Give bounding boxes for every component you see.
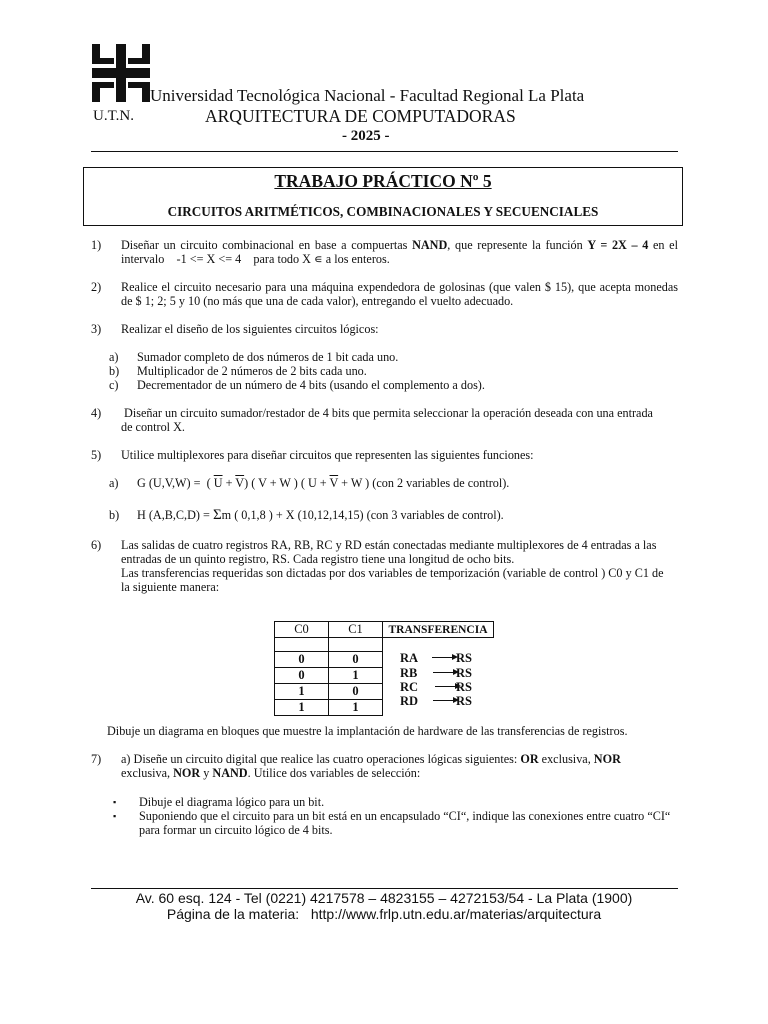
question-3-item-b: b) Multiplicador de 2 números de 2 bits cada uno. [109, 364, 367, 378]
question-5-item-b: b) H (A,B,C,D) = Σm ( 0,1,8 ) + X (10,12,14,15) (con 3 variables de control). [109, 507, 504, 523]
question-5: 5) Utilice multiplexores para diseñar circuitos que representen las siguientes funciones: [91, 448, 534, 462]
footer-divider [91, 888, 678, 889]
table-row: 0 1 [275, 668, 494, 684]
transfer-rd: RD RS [400, 694, 472, 708]
practice-subtitle: CIRCUITOS ARITMÉTICOS, COMBINACIONALES Y SECUENCIALES [167, 204, 599, 219]
sigma-symbol: Σ [212, 507, 222, 523]
arrow-icon [433, 672, 457, 673]
header-divider [91, 151, 678, 152]
complement-u: $\overline{U}$ [213, 476, 223, 490]
header-transfer: TRANSFERENCIA [383, 622, 494, 638]
title-box [83, 167, 683, 226]
question-3-item-c: c) Decrementador de un número de 4 bits (usando el complemento a dos). [109, 378, 485, 392]
question-6: 6) Las salidas de cuatro registros RA, RB, RC y RD están conectadas mediante multiplexores de 4 entradas a las entradas de un quinto registro, RS. Cada registro tiene una longitud de ocho bits. Las transferencias requeridas son dictadas por dos variables de temporización (variable de control ) C0 y C1 de la siguiente manera: [91, 538, 664, 594]
header-c1: C1 [329, 622, 383, 638]
question-3: 3) Realizar el diseño de los siguientes circuitos lógicos: [91, 322, 379, 336]
utn-logo [92, 44, 150, 102]
transfer-ra: RA RS [400, 651, 472, 665]
arrow-icon [433, 700, 457, 701]
header-c0: C0 [275, 622, 329, 638]
transfer-rb: RB RS [400, 666, 472, 680]
table-row: 1 1 [275, 700, 494, 716]
year: - 2025 - [342, 128, 390, 144]
table-row: 1 0 [275, 684, 494, 700]
question-6-instruction: Dibuje un diagrama en bloques que muestre la implantación de hardware de las transferencias de registros. [107, 724, 628, 738]
question-4: 4) Diseñar un circuito sumador/restador de 4 bits que permita seleccionar la operación deseada con una entrada de control X. [91, 406, 657, 434]
complement-v: $\overline{V}$ [329, 476, 339, 490]
question-3-item-a: a) Sumador completo de dos números de 1 bit cada uno. [109, 350, 399, 364]
bullet-icon: ▪ [113, 797, 117, 807]
arrow-icon [432, 657, 456, 658]
transfer-rc: RC RS [400, 680, 472, 694]
question-5-item-a: a) G (U,V,W) = ( $\overline{U} + \overline{V}$) ( V + W ) ( $U + \overline{V} + W$ ) (con 2 variables de control). [109, 476, 510, 490]
footer-address: Av. 60 esq. 124 - Tel (0221) 4217578 – 4823155 – 4272153/54 - La Plata (1900) [135, 890, 633, 906]
footer-website: Página de la materia: http://www.frlp.utn.edu.ar/materias/arquitectura [166, 906, 602, 922]
university-name: Universidad Tecnológica Nacional - Facultad Regional La Plata [150, 86, 585, 105]
practice-title: TRABAJO PRÁCTICO Nº 5 [274, 171, 492, 191]
question-7: 7) a) Diseñe un circuito digital que realice las cuatro operaciones lógicas siguientes: OR exclusiva, NOR exclusiva, NOR y NAND. Utilice dos variables de selección: [91, 752, 621, 780]
question-1: 1) Diseñar un circuito combinacional en base a compuertas NAND, que represente la función Y = 2X – 4 en el intervalo -1 <= X <= 4 para todo X ∊ a los enteros. [91, 238, 682, 266]
table-row: 0 0 [275, 652, 494, 668]
question-7-bullet-2: ▪ Suponiendo que el circuito para un bit está en un encapsulado “CI“, indique las conexiones entre cuatro “CI“ para formar un circuito lógico de 4 bits. [113, 809, 671, 837]
question-2: 2) Realice el circuito necesario para una máquina expendedora de golosinas (que valen $ 15), que acepta monedas de $ 1; 2; 5 y 10 (no más que una de cada valor), entregando el vuelto adecuado. [91, 280, 678, 308]
bullet-icon: ▪ [113, 811, 117, 821]
utn-abbrev: U.T.N. [93, 108, 134, 124]
complement-v: $\overline{V}$ [235, 476, 245, 490]
question-7-bullet-1: ▪ Dibuje el diagrama lógico para un bit. [113, 795, 325, 809]
course-title: ARQUITECTURA DE COMPUTADORAS [205, 106, 516, 126]
